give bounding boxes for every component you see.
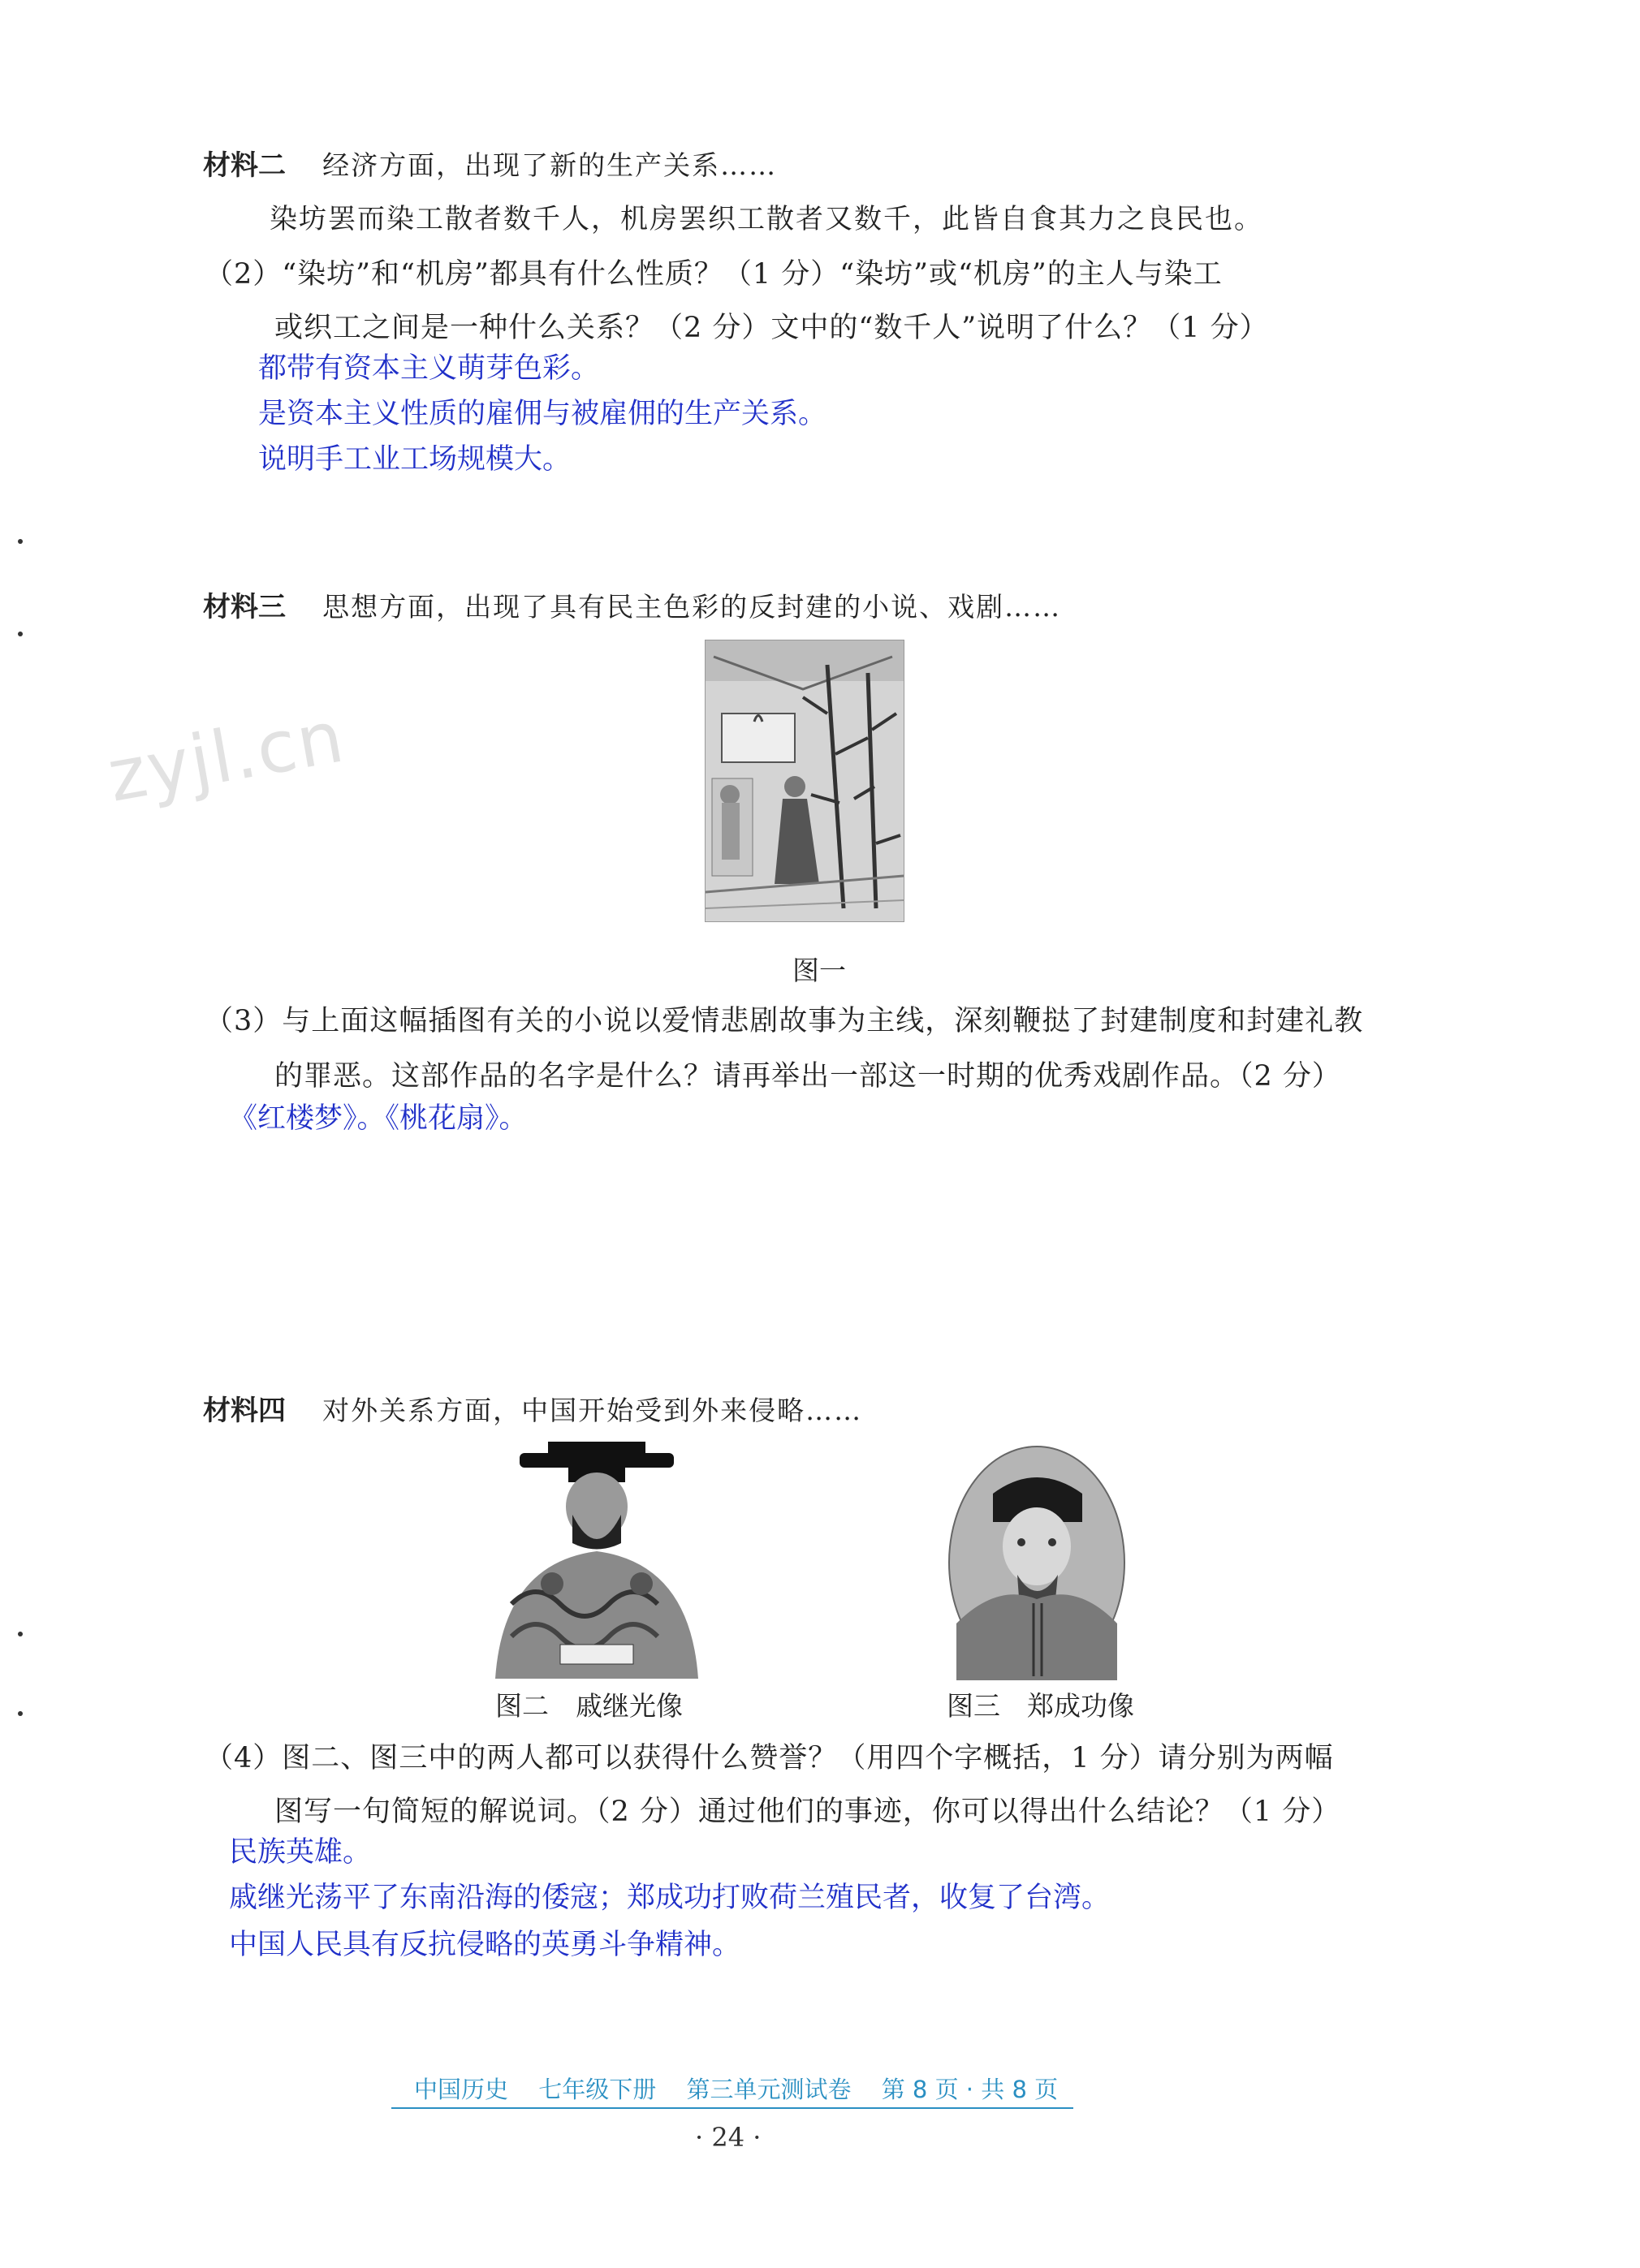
material-label: 材料四: [203, 1395, 286, 1427]
footer-unit: 第三单元测试卷: [686, 2076, 852, 2103]
question-2-line-1: （2）“染坊”和“机房”都具有什么性质？（1 分）“染坊”或“机房”的主人与染工: [205, 258, 1223, 291]
material-2-quote: 染坊罢而染工散者数千人，机房罢织工散者又数千，此皆自食其力之良民也。: [270, 203, 1263, 235]
page-number: · 24 ·: [695, 2122, 762, 2153]
footer-page: 第 8 页 · 共 8 页: [881, 2076, 1059, 2103]
answer-4-2: 戚继光荡平了东南沿海的倭寇；郑成功打败荷兰殖民者，收复了台湾。: [229, 1882, 1111, 1914]
margin-dot: [18, 632, 23, 636]
answer-3: 《红楼梦》。《桃花扇》。: [229, 1102, 528, 1135]
figure-3-caption: 图三 郑成功像: [947, 1690, 1134, 1722]
question-2-line-2: 或织工之间是一种什么关系？（2 分）文中的“数千人”说明了什么？（1 分）: [274, 312, 1269, 344]
question-4-line-2: 图写一句简短的解说词。（2 分）通过他们的事迹，你可以得出什么结论？（1 分）: [274, 1796, 1341, 1828]
question-4-line-1: （4）图二、图三中的两人都可以获得什么赞誉？（用四个字概括，1 分）请分别为两幅: [205, 1742, 1334, 1774]
answer-2-2: 是资本主义性质的雇佣与被雇佣的生产关系。: [258, 398, 827, 430]
answer-2-1: 都带有资本主义萌芽色彩。: [258, 352, 600, 385]
answer-2-3: 说明手工业工场规模大。: [258, 443, 572, 476]
figure-1-caption: 图一: [792, 955, 846, 986]
material-3-heading: [203, 584, 1061, 624]
margin-dot: [18, 1711, 23, 1716]
material-text: 经济方面，出现了新的生产关系……: [322, 149, 778, 181]
figure-2-caption: 图二 戚继光像: [495, 1690, 683, 1722]
question-3-line-2: 的罪恶。这部作品的名字是什么？请再举出一部这一时期的优秀戏剧作品。（2 分）: [274, 1060, 1341, 1093]
figure-1-illustration: [705, 640, 904, 922]
answer-4-1: 民族英雄。: [229, 1836, 372, 1869]
watermark-logo: zyjl.cn: [101, 694, 352, 818]
material-label: 材料三: [203, 591, 286, 623]
footer-subject: 中国历史: [414, 2076, 509, 2103]
margin-dot: [18, 539, 23, 544]
answer-4-3: 中国人民具有反抗侵略的英勇斗争精神。: [229, 1929, 741, 1961]
material-2-heading: [203, 143, 777, 183]
material-text: 思想方面，出现了具有民主色彩的反封建的小说、戏剧……: [322, 591, 1062, 623]
footer-grade: 七年级下册: [538, 2076, 657, 2103]
footer-underline: [391, 2107, 1073, 2109]
footer-info: [414, 2072, 1058, 2105]
figure-3-portrait: [948, 1445, 1125, 1680]
question-3-line-1: （3）与上面这幅插图有关的小说以爱情悲剧故事为主线，深刻鞭挞了封建制度和封建礼教: [205, 1005, 1364, 1037]
figure-2-portrait: [479, 1442, 714, 1679]
material-label: 材料二: [203, 149, 286, 182]
margin-dot: [18, 1632, 23, 1636]
material-text: 对外关系方面，中国开始受到外来侵略……: [322, 1395, 863, 1426]
material-4-heading: [203, 1388, 862, 1428]
